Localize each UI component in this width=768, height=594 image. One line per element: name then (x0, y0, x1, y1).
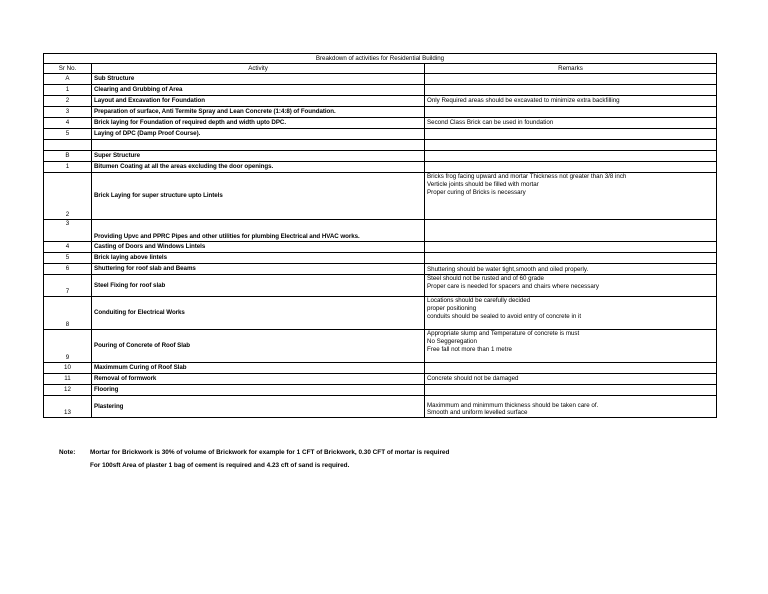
row-remarks (425, 374, 717, 385)
remark-line: proper positioning (427, 304, 477, 312)
row-remarks (425, 118, 717, 129)
table-row (44, 297, 717, 330)
table-row (44, 363, 717, 374)
table-title: Breakdown of activities for Residential Building (44, 54, 717, 64)
table-row (44, 85, 717, 96)
row-sr-no: 2 (44, 96, 92, 107)
row-remarks (425, 107, 717, 118)
table-row (44, 253, 717, 264)
table-row (44, 151, 717, 162)
row-sr-no: 5 (44, 253, 92, 264)
row-remarks (425, 173, 717, 220)
row-remarks (425, 275, 717, 297)
row-activity: Brick laying for Foundation of required depth and width upto DPC. (92, 118, 425, 129)
row-sr-no: 8 (44, 297, 92, 330)
table-title-row (44, 54, 717, 64)
row-activity: Sub Structure (92, 74, 425, 85)
table-row (44, 242, 717, 253)
row-sr-no (44, 140, 92, 151)
row-sr-no: B (44, 151, 92, 162)
row-sr-no: 13 (44, 396, 92, 418)
row-sr-no: 5 (44, 129, 92, 140)
row-sr-no: A (44, 74, 92, 85)
row-remarks (425, 85, 717, 96)
remark-line: Proper curing of Bricks is necessary (427, 188, 526, 196)
table-row (44, 385, 717, 396)
row-remarks (425, 220, 717, 242)
row-activity: Shuttering for roof slab and Beams (92, 264, 425, 275)
row-sr-no: 3 (44, 220, 92, 242)
row-remarks (425, 129, 717, 140)
remark-line: Maximmum and minimmum thickness should be taken care of. (427, 401, 599, 409)
remark-line: Verticle joints should be filled with mortar (427, 180, 539, 188)
table-header-row (44, 64, 717, 74)
note-line-2: For 100sft Area of plaster 1 bag of cement is required and 4.23 cft of sand is required. (90, 462, 350, 469)
row-activity: Brick laying above lintels (92, 253, 425, 264)
row-remarks (425, 74, 717, 85)
row-sr-no: 1 (44, 162, 92, 173)
row-activity: Casting of Doors and Windows Lintels (92, 242, 425, 253)
row-sr-no: 2 (44, 173, 92, 220)
row-remarks (425, 330, 717, 363)
row-activity: Conduiting for Electrical Works (92, 297, 425, 330)
row-activity: Layout and Excavation for Foundation (92, 96, 425, 107)
table-row (44, 374, 717, 385)
row-activity: Flooring (92, 385, 425, 396)
row-activity: Laying of DPC (Damp Proof Course). (92, 129, 425, 140)
row-activity (92, 140, 425, 151)
table-row (44, 173, 717, 220)
table-row (44, 140, 717, 151)
remark-line: No Seggeregation (427, 337, 477, 345)
row-activity: Pouring of Concrete of Roof Slab (92, 330, 425, 363)
remark-line: Concrete should not be damaged (427, 375, 519, 383)
row-sr-no: 1 (44, 85, 92, 96)
remark-line: Shuttering should be water tight,smooth and oiled properly. (427, 266, 589, 274)
remark-line: conduits should be sealed to avoid entry of concrete in it (427, 312, 582, 320)
remark-line: Steel should not be rusted and of 60 grade (427, 275, 544, 282)
table-row (44, 220, 717, 242)
table-row (44, 396, 717, 418)
row-activity: Clearing and Grubbing of Area (92, 85, 425, 96)
remark-line: Free fall not more than 1 metre (427, 345, 512, 353)
activities-table (43, 53, 717, 418)
header-sr-no: Sr No. (44, 64, 92, 74)
remark-line: Smooth and uniform levelled surface (427, 409, 528, 417)
table-row (44, 275, 717, 297)
table-row (44, 330, 717, 363)
row-remarks (425, 264, 717, 275)
row-remarks (425, 242, 717, 253)
table-row (44, 162, 717, 173)
row-remarks (425, 297, 717, 330)
row-activity: Preparation of surface, Anti Termite Spray and Lean Concrete (1:4:8) of Foundation. (92, 107, 425, 118)
row-remarks (425, 96, 717, 107)
row-sr-no: 11 (44, 374, 92, 385)
row-activity: Bitumen Coating at all the areas excluding the door openings. (92, 162, 425, 173)
row-sr-no: 4 (44, 242, 92, 253)
row-activity: Brick Laying for super structure upto Lintels (92, 173, 425, 220)
row-sr-no: 7 (44, 275, 92, 297)
row-sr-no: 6 (44, 264, 92, 275)
note-label: Note: (59, 449, 76, 456)
row-sr-no: 12 (44, 385, 92, 396)
table-row (44, 74, 717, 85)
table-row (44, 107, 717, 118)
row-remarks (425, 363, 717, 374)
table-row (44, 118, 717, 129)
row-activity: Removal of formwork (92, 374, 425, 385)
table-row (44, 96, 717, 107)
row-sr-no: 10 (44, 363, 92, 374)
row-remarks (425, 396, 717, 418)
row-activity: Plastering (92, 396, 425, 418)
row-activity: Providing Upvc and PPRC Pipes and other utilities for plumbing Electrical and HVAC works. (92, 220, 425, 242)
row-remarks (425, 162, 717, 173)
table-row (44, 264, 717, 275)
table-row (44, 129, 717, 140)
remark-line: Appropriate slump and Temperature of concrete is must (427, 330, 580, 337)
remark-line: Locations should be carefully decided (427, 297, 531, 304)
remark-line: Only Required areas should be excavated to minimize extra backfilling (427, 97, 620, 105)
row-remarks (425, 385, 717, 396)
remark-line: Second Class Brick can be used in foundation (427, 119, 554, 127)
row-activity: Super Structure (92, 151, 425, 162)
row-sr-no: 4 (44, 118, 92, 129)
row-sr-no: 9 (44, 330, 92, 363)
row-remarks (425, 140, 717, 151)
row-activity: Steel Fixing for roof slab (92, 275, 425, 297)
row-remarks (425, 151, 717, 162)
remark-line: Proper care is needed for spacers and chairs where necessary (427, 282, 599, 290)
row-remarks (425, 253, 717, 264)
header-activity: Activity (92, 64, 425, 74)
row-sr-no: 3 (44, 107, 92, 118)
row-activity: Maximmum Curing of Roof Slab (92, 363, 425, 374)
note-line-1: Mortar for Brickwork is 30% of volume of Brickwork for example for 1 CFT of Brickwork, 0.30 CFT of mortar is required (90, 449, 450, 456)
header-remarks: Remarks (425, 64, 717, 74)
remark-line: Bricks frog facing upward and mortar Thickness not greater than 3/8 inch (427, 173, 627, 180)
